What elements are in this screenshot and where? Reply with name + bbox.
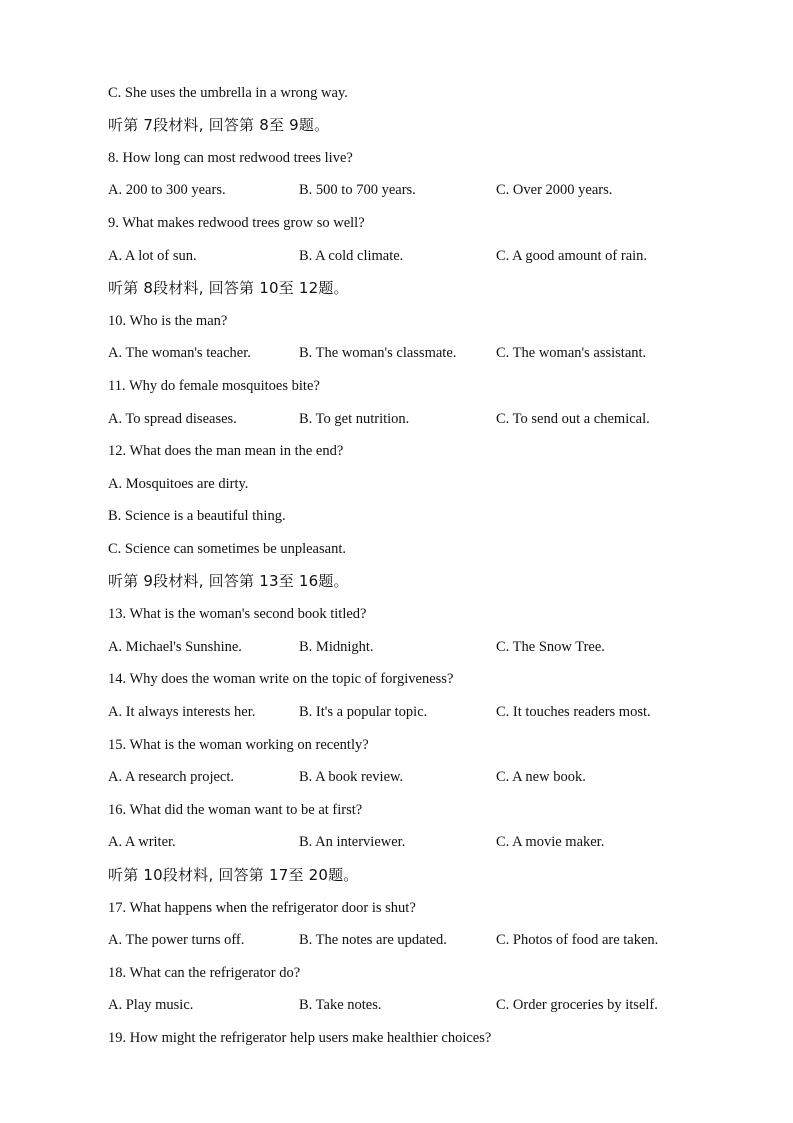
option-a: A. A writer. <box>108 834 176 850</box>
option-c: C. To send out a chemical. <box>496 411 650 427</box>
question-19: 19. How might the refrigerator help users make healthier choices? <box>108 1030 492 1046</box>
option-b: B. An interviewer. <box>299 834 406 850</box>
question-13: 13. What is the woman's second book titled? <box>108 606 367 622</box>
option-a: A. 200 to 300 years. <box>108 182 226 198</box>
option-a: A. The power turns off. <box>108 932 245 948</box>
option-b: B. Midnight. <box>299 639 374 655</box>
question-15-options <box>108 768 708 786</box>
option-c: C. A movie maker. <box>496 834 605 850</box>
option-b: B. The woman's classmate. <box>299 345 457 361</box>
question-16: 16. What did the woman want to be at first? <box>108 802 363 818</box>
option-c: C. Photos of food are taken. <box>496 932 659 948</box>
question-12-option-a: A. Mosquitoes are dirty. <box>108 476 249 492</box>
option-a: A. A lot of sun. <box>108 248 197 264</box>
question-7-option-c: C. She uses the umbrella in a wrong way. <box>108 85 348 101</box>
section-9-heading: 听第 9段材料, 回答第 13至 16题。 <box>108 572 349 590</box>
option-c: C. A good amount of rain. <box>496 248 648 264</box>
question-13-options <box>108 638 708 656</box>
option-a: A. Play music. <box>108 997 194 1013</box>
question-8-options <box>108 181 708 199</box>
option-a: A. Michael's Sunshine. <box>108 639 242 655</box>
question-9: 9. What makes redwood trees grow so well? <box>108 215 365 231</box>
option-c: C. Over 2000 years. <box>496 182 613 198</box>
question-17: 17. What happens when the refrigerator door is shut? <box>108 900 416 916</box>
option-c: C. A new book. <box>496 769 586 785</box>
question-12: 12. What does the man mean in the end? <box>108 443 344 459</box>
option-a: A. It always interests her. <box>108 704 256 720</box>
question-10: 10. Who is the man? <box>108 313 228 329</box>
question-16-options <box>108 833 708 851</box>
option-a: A. To spread diseases. <box>108 411 237 427</box>
option-b: B. A book review. <box>299 769 404 785</box>
question-18: 18. What can the refrigerator do? <box>108 965 301 981</box>
option-b: B. The notes are updated. <box>299 932 447 948</box>
question-9-options <box>108 247 708 265</box>
option-c: C. The Snow Tree. <box>496 639 605 655</box>
option-b: B. 500 to 700 years. <box>299 182 416 198</box>
option-b: B. A cold climate. <box>299 248 404 264</box>
question-18-options <box>108 996 708 1014</box>
option-b: B. It's a popular topic. <box>299 704 428 720</box>
option-a: A. A research project. <box>108 769 235 785</box>
option-c: C. The woman's assistant. <box>496 345 647 361</box>
question-11: 11. Why do female mosquitoes bite? <box>108 378 320 394</box>
option-c: C. It touches readers most. <box>496 704 651 720</box>
section-7-heading: 听第 7段材料, 回答第 8至 9题。 <box>108 116 330 134</box>
question-17-options <box>108 931 708 949</box>
question-12-option-c: C. Science can sometimes be unpleasant. <box>108 541 346 557</box>
question-10-options <box>108 344 708 362</box>
option-a: A. The woman's teacher. <box>108 345 251 361</box>
option-b: B. To get nutrition. <box>299 411 410 427</box>
option-b: B. Take notes. <box>299 997 382 1013</box>
section-10-heading: 听第 10段材料, 回答第 17至 20题。 <box>108 866 359 884</box>
section-8-heading: 听第 8段材料, 回答第 10至 12题。 <box>108 279 349 297</box>
question-15: 15. What is the woman working on recently? <box>108 737 369 753</box>
question-14: 14. Why does the woman write on the topic of forgiveness? <box>108 671 454 687</box>
question-8: 8. How long can most redwood trees live? <box>108 150 353 166</box>
option-c: C. Order groceries by itself. <box>496 997 658 1013</box>
question-14-options <box>108 703 708 721</box>
question-11-options <box>108 410 708 428</box>
question-12-option-b: B. Science is a beautiful thing. <box>108 508 286 524</box>
